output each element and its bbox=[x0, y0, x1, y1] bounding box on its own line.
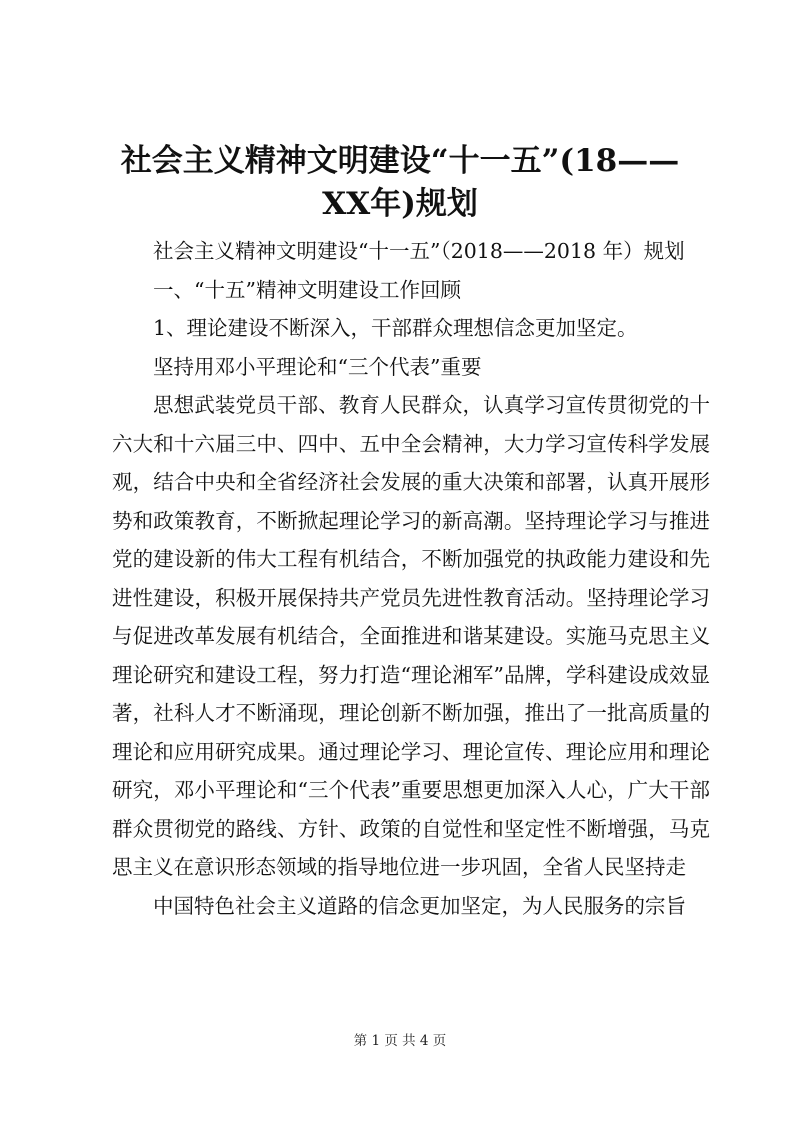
paragraph-item-heading: 1、理论建设不断深入，干部群众理想信念更加坚定。 bbox=[153, 316, 638, 340]
document-title: 社会主义精神文明建设“十一五”(18——XX年)规划 bbox=[120, 143, 680, 222]
paragraph-section-heading: 一、“十五”精神文明建设工作回顾 bbox=[153, 277, 461, 302]
paragraph-intro: 坚持用邓小平理论和“三个代表”重要 bbox=[153, 354, 482, 379]
paragraph-subtitle: 社会主义精神文明建设“十一五”（2018——2018 年）规划 bbox=[153, 239, 685, 263]
paragraph-main: 思想武装党员干部、教育人民群众，认真学习宣传贯彻党的十六大和十六届三中、四中、五中全会精神，大力学习宣传科学发展观，结合中央和全省经济社会发展的重大决策和部署，认真开展形势和政策教育，不断掀起理论学习的新高潮。坚持理论学习与推进党的建设新的伟大工程有机结合，不断加强党的执政能力建设和先进性建设，积极开展保持共产党员先进性教育活动。坚持理论学习与促进改革发展有机结合，全面推进和谐某建设。实施马克思主义理论研究和建设工程，努力打造“理论湘军”品牌，学科建设成效显著，社科人才不断涌现，理论创新不断加强，推出了一批高质量的理论和应用研究成果。通过理论学习、理论宣传、理论应用和理论研究，邓小平理论和“三个代表”重要思想更加深入人心，广大干部群众贯彻党的路线、方针、政策的自觉性和坚定性不断增强，马克思主义在意识形态领域的指导地位进一步巩固，全省人民坚持走 bbox=[112, 393, 710, 879]
page-footer: 第 1 页 共 4 页 bbox=[353, 1033, 447, 1049]
document-body bbox=[112, 232, 710, 925]
paragraph-continued: 中国特色社会主义道路的信念更加坚定，为人民服务的宗旨 bbox=[153, 893, 686, 918]
